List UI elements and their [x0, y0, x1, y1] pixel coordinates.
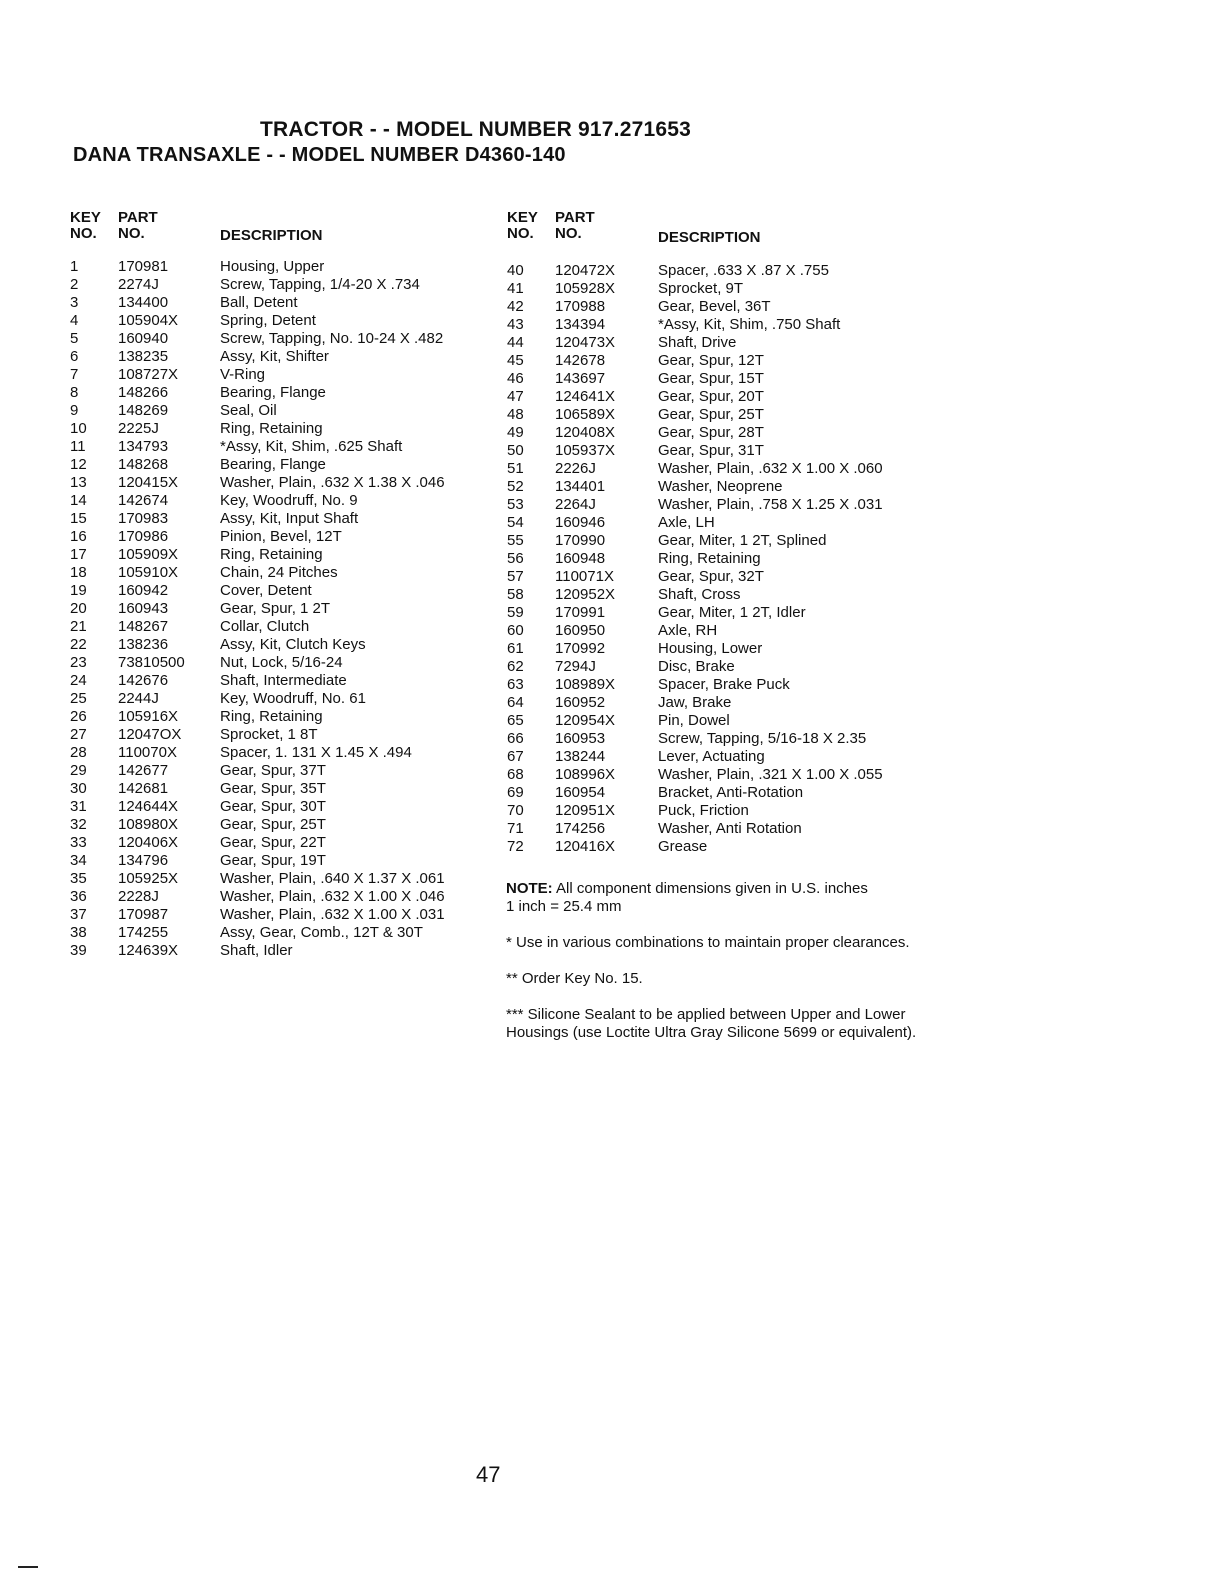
description: Gear, Spur, 20T	[658, 388, 764, 405]
description: Ring, Retaining	[220, 708, 323, 725]
key-no: 5	[70, 330, 79, 347]
part-no: 170987	[118, 906, 169, 923]
description: Shaft, Intermediate	[220, 672, 347, 689]
part-no: 160940	[118, 330, 169, 347]
description: Gear, Bevel, 36T	[658, 298, 771, 315]
key-no: 49	[507, 424, 524, 441]
description: Washer, Neoprene	[658, 478, 783, 495]
part-no: 12047OX	[118, 726, 182, 743]
description: Gear, Spur, 15T	[658, 370, 764, 387]
part-no: 160948	[555, 550, 606, 567]
part-no: 148268	[118, 456, 169, 473]
description: Pin, Dowel	[658, 712, 730, 729]
key-no: 48	[507, 406, 524, 423]
key-no: 16	[70, 528, 87, 545]
part-no: 2274J	[118, 276, 159, 293]
description: Washer, Plain, .640 X 1.37 X .061	[220, 870, 445, 887]
part-no: 7294J	[555, 658, 596, 675]
description: Gear, Spur, 31T	[658, 442, 764, 459]
key-no: 15	[70, 510, 87, 527]
key-no: 21	[70, 618, 87, 635]
key-no: 35	[70, 870, 87, 887]
dimension-note	[506, 880, 926, 916]
key-no: 70	[507, 802, 524, 819]
part-no: 124641X	[555, 388, 616, 405]
key-no: 36	[70, 888, 87, 905]
description: Bearing, Flange	[220, 384, 326, 401]
part-no: 108727X	[118, 366, 179, 383]
key-no: 20	[70, 600, 87, 617]
part-no: 120951X	[555, 802, 616, 819]
key-no: 19	[70, 582, 87, 599]
description: Screw, Tapping, 5/16-18 X 2.35	[658, 730, 867, 747]
part-no: 170992	[555, 640, 606, 657]
description: Cover, Detent	[220, 582, 312, 599]
conversion-text: 1 inch = 25.4 mm	[506, 898, 622, 915]
description: Jaw, Brake	[658, 694, 732, 711]
key-no: 40	[507, 262, 524, 279]
description: Bearing, Flange	[220, 456, 326, 473]
key-no: 41	[507, 280, 524, 297]
description: *Assy, Kit, Shim, .625 Shaft	[220, 438, 403, 455]
description: Gear, Spur, 25T	[220, 816, 326, 833]
part-no: 138244	[555, 748, 606, 765]
key-no: 14	[70, 492, 87, 509]
asterisk-note: * Use in various combinations to maintain proper clearances.	[506, 934, 910, 951]
part-no: 142676	[118, 672, 169, 689]
key-no: 32	[70, 816, 87, 833]
part-no: 120952X	[555, 586, 616, 603]
key-no: 63	[507, 676, 524, 693]
description: Ring, Retaining	[220, 420, 323, 437]
key-no: 69	[507, 784, 524, 801]
key-no: 31	[70, 798, 87, 815]
description: Washer, Plain, .758 X 1.25 X .031	[658, 496, 883, 513]
part-no: 142677	[118, 762, 169, 779]
key-no: 66	[507, 730, 524, 747]
key-no: 8	[70, 384, 79, 401]
description: *Assy, Kit, Shim, .750 Shaft	[658, 316, 841, 333]
part-no: 2244J	[118, 690, 159, 707]
key-no: 60	[507, 622, 524, 639]
key-no: 58	[507, 586, 524, 603]
key-no: 46	[507, 370, 524, 387]
part-no: 134796	[118, 852, 169, 869]
description: Bracket, Anti-Rotation	[658, 784, 804, 801]
description: Housing, Upper	[220, 258, 325, 275]
description: Washer, Plain, .632 X 1.00 X .060	[658, 460, 883, 477]
key-no: 17	[70, 546, 87, 563]
part-no: 110071X	[555, 568, 614, 585]
part-no: 142674	[118, 492, 169, 509]
description: Chain, 24 Pitches	[220, 564, 338, 581]
part-no: 108989X	[555, 676, 616, 693]
key-no: 30	[70, 780, 87, 797]
part-no: 105916X	[118, 708, 179, 725]
key-no: 24	[70, 672, 87, 689]
notes-section	[506, 880, 926, 1060]
key-no: 23	[70, 654, 87, 671]
key-no: 26	[70, 708, 87, 725]
part-no: 105909X	[118, 546, 179, 563]
key-no-header: KEY NO.	[70, 209, 101, 242]
part-no: 148269	[118, 402, 169, 419]
key-no: 25	[70, 690, 87, 707]
part-no: 2264J	[555, 496, 596, 513]
description: Assy, Kit, Input Shaft	[220, 510, 359, 527]
part-no: 134793	[118, 438, 169, 455]
description: Gear, Spur, 22T	[220, 834, 326, 851]
part-no: 134401	[555, 478, 606, 495]
description: Sprocket, 9T	[658, 280, 744, 297]
part-no: 120954X	[555, 712, 616, 729]
key-no-header: KEY NO.	[507, 209, 538, 242]
description: Spring, Detent	[220, 312, 316, 329]
description: Gear, Spur, 25T	[658, 406, 764, 423]
corner-mark	[18, 1566, 38, 1568]
key-no: 2	[70, 276, 79, 293]
key-no: 7	[70, 366, 79, 383]
key-no: 56	[507, 550, 524, 567]
key-no: 37	[70, 906, 87, 923]
description: Puck, Friction	[658, 802, 749, 819]
description: Ring, Retaining	[658, 550, 761, 567]
description: Shaft, Drive	[658, 334, 737, 351]
part-no: 138236	[118, 636, 169, 653]
key-no: 9	[70, 402, 79, 419]
key-no: 28	[70, 744, 87, 761]
part-no: 160954	[555, 784, 606, 801]
description: Disc, Brake	[658, 658, 735, 675]
description: Ring, Retaining	[220, 546, 323, 563]
key-no: 12	[70, 456, 87, 473]
key-no: 61	[507, 640, 524, 657]
description: Assy, Kit, Clutch Keys	[220, 636, 366, 653]
key-no: 3	[70, 294, 79, 311]
part-no: 105928X	[555, 280, 616, 297]
key-no: 13	[70, 474, 87, 491]
part-no: 124644X	[118, 798, 179, 815]
page-number: 47	[476, 1462, 501, 1487]
key-no: 55	[507, 532, 524, 549]
key-no: 50	[507, 442, 524, 459]
description: Gear, Spur, 35T	[220, 780, 326, 797]
key-no: 11	[70, 438, 86, 455]
key-no: 53	[507, 496, 524, 513]
part-no: 138235	[118, 348, 169, 365]
page-title: TRACTOR - - MODEL NUMBER 917.271653	[260, 118, 691, 141]
description: Axle, RH	[658, 622, 718, 639]
key-no: 64	[507, 694, 524, 711]
part-no: 120472X	[555, 262, 616, 279]
description: Gear, Spur, 32T	[658, 568, 764, 585]
part-no: 160953	[555, 730, 606, 747]
part-no: 160952	[555, 694, 606, 711]
part-no: 148266	[118, 384, 169, 401]
part-no: 134400	[118, 294, 169, 311]
part-no: 170991	[555, 604, 606, 621]
part-no: 174256	[555, 820, 606, 837]
description-header: DESCRIPTION	[220, 227, 323, 244]
description: Axle, LH	[658, 514, 715, 531]
key-no: 72	[507, 838, 524, 855]
key-no: 42	[507, 298, 524, 315]
key-no: 59	[507, 604, 524, 621]
description: Housing, Lower	[658, 640, 763, 657]
part-no: 170986	[118, 528, 169, 545]
description: Sprocket, 1 8T	[220, 726, 318, 743]
part-no-header: PART NO.	[555, 209, 595, 242]
key-no: 44	[507, 334, 524, 351]
description: Assy, Kit, Shifter	[220, 348, 329, 365]
part-no: 160950	[555, 622, 606, 639]
description-header: DESCRIPTION	[658, 229, 761, 246]
key-no: 1	[70, 258, 79, 275]
key-no: 27	[70, 726, 87, 743]
description: Nut, Lock, 5/16-24	[220, 654, 343, 671]
key-no: 33	[70, 834, 87, 851]
description: Spacer, Brake Puck	[658, 676, 790, 693]
part-no: 174255	[118, 924, 169, 941]
key-no: 10	[70, 420, 87, 437]
description: Collar, Clutch	[220, 618, 310, 635]
description: Washer, Plain, .632 X 1.00 X .031	[220, 906, 445, 923]
note-text: All component dimensions given in U.S. inches	[556, 880, 868, 897]
part-no: 106589X	[555, 406, 616, 423]
description: Shaft, Idler	[220, 942, 293, 959]
description: Screw, Tapping, 1/4-20 X .734	[220, 276, 420, 293]
description: Gear, Spur, 28T	[658, 424, 764, 441]
part-no: 142681	[118, 780, 169, 797]
key-no: 22	[70, 636, 87, 653]
key-no: 18	[70, 564, 87, 581]
description: Seal, Oil	[220, 402, 277, 419]
part-no: 170988	[555, 298, 606, 315]
key-no: 34	[70, 852, 87, 869]
description: Washer, Plain, .321 X 1.00 X .055	[658, 766, 883, 783]
description: Key, Woodruff, No. 61	[220, 690, 366, 707]
description: Shaft, Cross	[658, 586, 741, 603]
key-no: 67	[507, 748, 524, 765]
description: Key, Woodruff, No. 9	[220, 492, 358, 509]
part-no: 110070X	[118, 744, 177, 761]
part-no: 2226J	[555, 460, 596, 477]
note-label: NOTE:	[506, 880, 553, 897]
triple-asterisk-note: *** Silicone Sealant to be applied between Upper and Lower Housings (use Loctite Ultra Gray Silicone 5699 or equivalent).	[506, 1006, 917, 1041]
key-no: 71	[507, 820, 524, 837]
key-no: 38	[70, 924, 87, 941]
key-no: 39	[70, 942, 87, 959]
description: Lever, Actuating	[658, 748, 765, 765]
key-no: 54	[507, 514, 524, 531]
part-no: 73810500	[118, 654, 185, 671]
key-no: 6	[70, 348, 79, 365]
part-no-header: PART NO.	[118, 209, 158, 242]
part-no: 120416X	[555, 838, 616, 855]
part-no: 120473X	[555, 334, 616, 351]
description: Ball, Detent	[220, 294, 298, 311]
part-no: 134394	[555, 316, 606, 333]
key-no: 45	[507, 352, 524, 369]
key-no: 51	[507, 460, 524, 477]
double-asterisk-note: ** Order Key No. 15.	[506, 970, 643, 987]
description: Screw, Tapping, No. 10-24 X .482	[220, 330, 444, 347]
part-no: 170983	[118, 510, 169, 527]
description: Pinion, Bevel, 12T	[220, 528, 342, 545]
key-no: 43	[507, 316, 524, 333]
part-no: 105925X	[118, 870, 179, 887]
part-no: 105904X	[118, 312, 179, 329]
description: Spacer, .633 X .87 X .755	[658, 262, 829, 279]
part-no: 120408X	[555, 424, 616, 441]
description: Gear, Spur, 30T	[220, 798, 326, 815]
part-no: 143697	[555, 370, 606, 387]
key-no: 57	[507, 568, 524, 585]
description: Gear, Miter, 1 2T, Idler	[658, 604, 806, 621]
part-no: 170990	[555, 532, 606, 549]
key-no: 52	[507, 478, 524, 495]
page-subtitle: DANA TRANSAXLE - - MODEL NUMBER D4360-140	[73, 144, 566, 166]
description: Assy, Gear, Comb., 12T & 30T	[220, 924, 423, 941]
key-no: 47	[507, 388, 524, 405]
description: Gear, Spur, 12T	[658, 352, 764, 369]
part-no: 124639X	[118, 942, 179, 959]
key-no: 4	[70, 312, 79, 329]
description: Washer, Plain, .632 X 1.00 X .046	[220, 888, 445, 905]
part-no: 2225J	[118, 420, 159, 437]
part-no: 170981	[118, 258, 169, 275]
part-no: 105937X	[555, 442, 616, 459]
part-no: 160942	[118, 582, 169, 599]
description: V-Ring	[220, 366, 266, 383]
part-no: 142678	[555, 352, 606, 369]
key-no: 65	[507, 712, 524, 729]
part-no: 160943	[118, 600, 169, 617]
description: Gear, Spur, 37T	[220, 762, 326, 779]
description: Washer, Plain, .632 X 1.38 X .046	[220, 474, 445, 491]
part-no: 108980X	[118, 816, 179, 833]
part-no: 120415X	[118, 474, 179, 491]
part-no: 148267	[118, 618, 169, 635]
description: Spacer, 1. 131 X 1.45 X .494	[220, 744, 412, 761]
description: Gear, Miter, 1 2T, Splined	[658, 532, 827, 549]
part-no: 108996X	[555, 766, 616, 783]
part-no: 105910X	[118, 564, 179, 581]
description: Gear, Spur, 1 2T	[220, 600, 331, 617]
key-no: 62	[507, 658, 524, 675]
description: Gear, Spur, 19T	[220, 852, 326, 869]
description: Washer, Anti Rotation	[658, 820, 802, 837]
part-no: 2228J	[118, 888, 159, 905]
description: Grease	[658, 838, 708, 855]
key-no: 68	[507, 766, 524, 783]
part-no: 160946	[555, 514, 606, 531]
part-no: 120406X	[118, 834, 179, 851]
key-no: 29	[70, 762, 87, 779]
